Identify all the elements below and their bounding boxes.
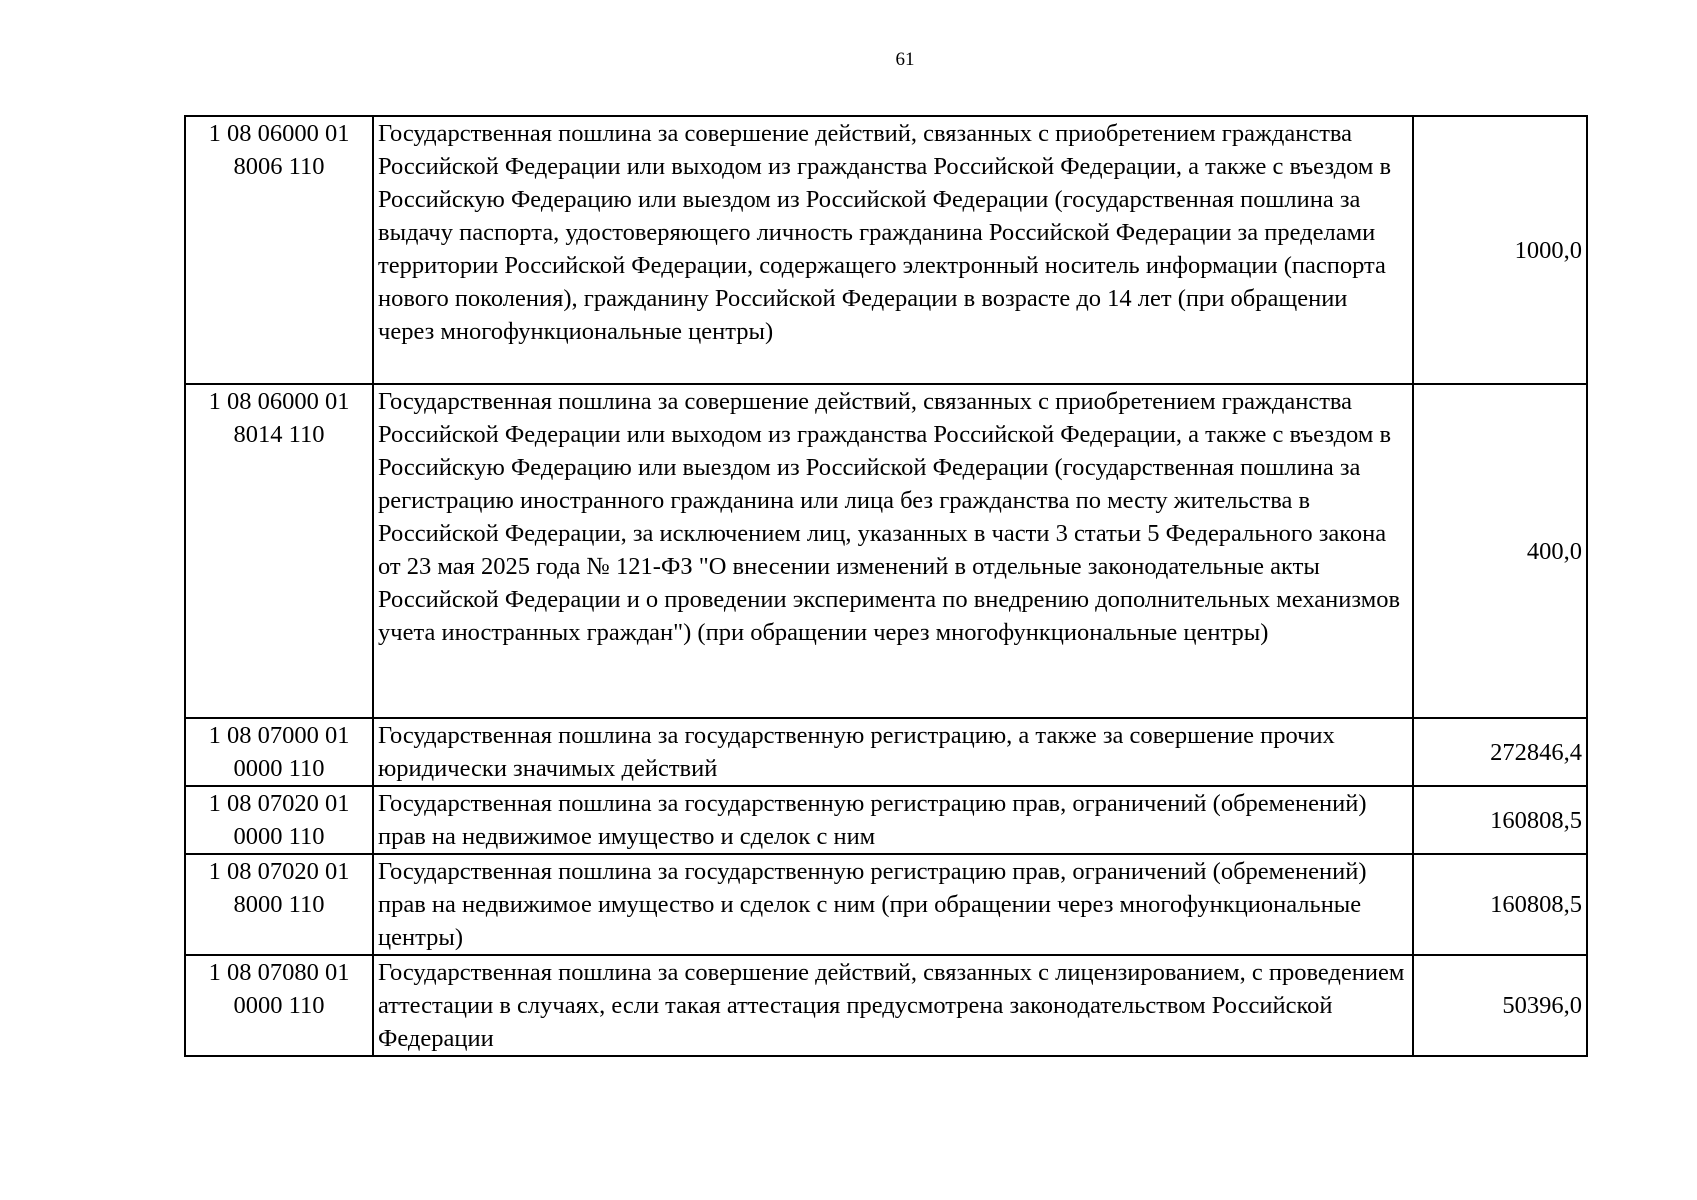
revenue-sum: 272846,4 bbox=[1413, 718, 1587, 786]
revenue-sum: 160808,5 bbox=[1413, 786, 1587, 854]
table-row bbox=[185, 955, 1587, 1056]
table-row bbox=[185, 718, 1587, 786]
table-row bbox=[185, 786, 1587, 854]
table-row bbox=[185, 854, 1587, 955]
table-row bbox=[185, 116, 1587, 384]
budget-code: 1 08 06000 01 8006 110 bbox=[185, 116, 373, 384]
revenue-name: Государственная пошлина за государственную регистрацию, а также за совершение прочих юридически значимых действий bbox=[373, 718, 1413, 786]
revenue-name: Государственная пошлина за совершение действий, связанных с приобретением гражданства Российской Федерации или выходом из гражданства Российской Федерации, а также с въездом в Российскую Федерацию или выездом из Российской Федерации (государственная пошлина за регистрацию иностранного гражданина или лица без гражданства по месту жительства в Российской Федерации, за исключением лиц, указанных в части 3 статьи 5 Федерального закона от 23 мая 2025 года № 121-ФЗ "О внесении изменений в отдельные законодательные акты Российской Федерации и о проведении эксперимента по внедрению дополнительных механизмов учета иностранных граждан") (при обращении через многофункциональные центры) bbox=[373, 384, 1413, 718]
revenue-name: Государственная пошлина за государственную регистрацию прав, ограничений (обременений) прав на недвижимое имущество и сделок с ним (при обращении через многофункциональные центры) bbox=[373, 854, 1413, 955]
revenue-sum: 1000,0 bbox=[1413, 116, 1587, 384]
revenue-sum: 50396,0 bbox=[1413, 955, 1587, 1056]
revenue-name: Государственная пошлина за совершение действий, связанных с приобретением гражданства Российской Федерации или выходом из гражданства Российской Федерации, а также с въездом в Российскую Федерацию или выездом из Российской Федерации (государственная пошлина за выдачу паспорта, удостоверяющего личность гражданина Российской Федерации за пределами территории Российской Федерации, содержащего электронный носитель информации (паспорта нового поколения), гражданину Российской Федерации в возрасте до 14 лет (при обращении через многофункциональные центры) bbox=[373, 116, 1413, 384]
budget-code: 1 08 07080 01 0000 110 bbox=[185, 955, 373, 1056]
page-number: 61 bbox=[895, 49, 915, 70]
revenue-name: Государственная пошлина за государственную регистрацию прав, ограничений (обременений) прав на недвижимое имущество и сделок с ним bbox=[373, 786, 1413, 854]
table-row bbox=[185, 384, 1587, 718]
revenue-table bbox=[184, 115, 1588, 1057]
budget-code: 1 08 07000 01 0000 110 bbox=[185, 718, 373, 786]
revenue-sum: 400,0 bbox=[1413, 384, 1587, 718]
revenue-name: Государственная пошлина за совершение действий, связанных с лицензированием, с проведением аттестации в случаях, если такая аттестация предусмотрена законодательством Российской Федерации bbox=[373, 955, 1413, 1056]
budget-code: 1 08 06000 01 8014 110 bbox=[185, 384, 373, 718]
revenue-sum: 160808,5 bbox=[1413, 854, 1587, 955]
budget-code: 1 08 07020 01 0000 110 bbox=[185, 786, 373, 854]
budget-code: 1 08 07020 01 8000 110 bbox=[185, 854, 373, 955]
